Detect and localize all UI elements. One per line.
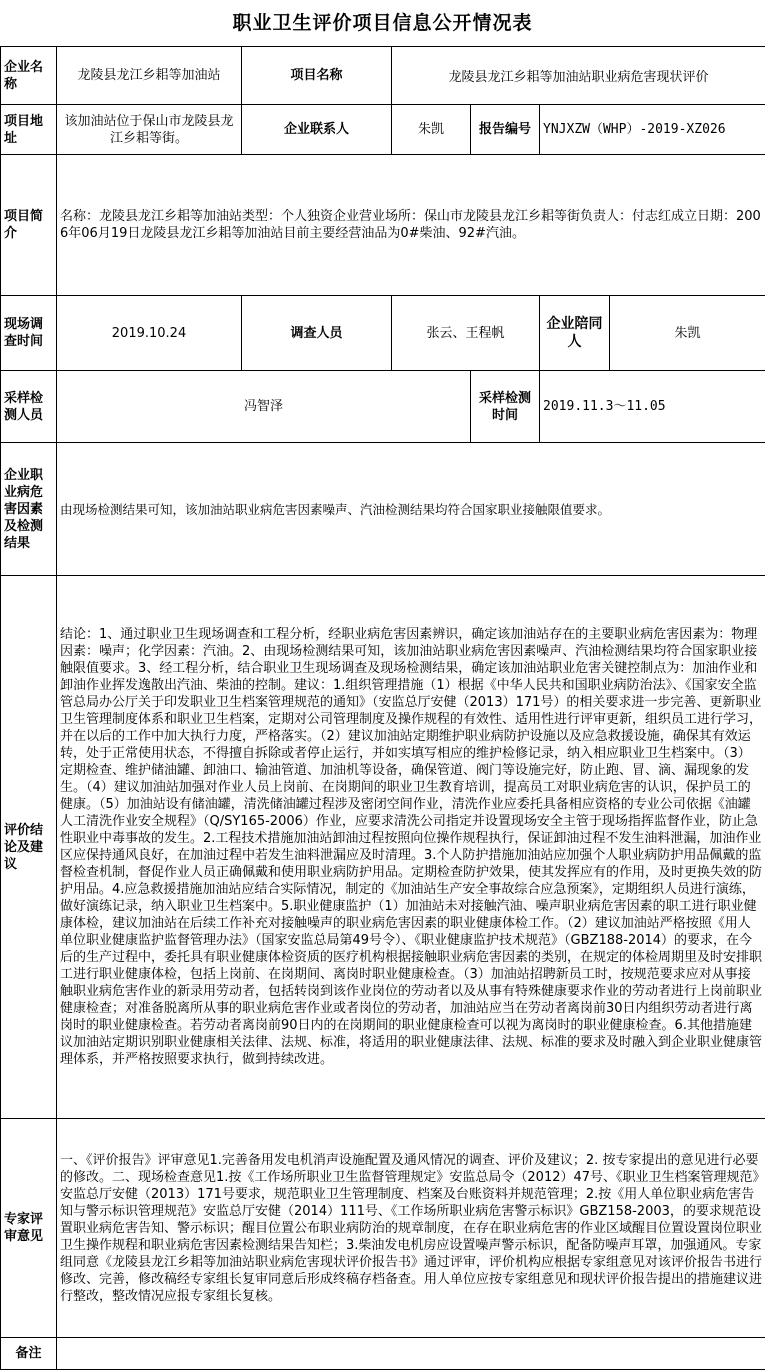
label-company-name: 企业名称 (1, 47, 57, 105)
page-title: 职业卫生评价项目信息公开情况表 (232, 12, 533, 34)
project-name-value: 龙陵县龙江乡耜等加油站职业病危害现状评价 (392, 47, 765, 105)
survey-staff-value: 张云、王程帆 (392, 296, 540, 371)
label-survey-time: 现场调查时间 (1, 296, 57, 371)
label-remarks: 备注 (1, 1338, 57, 1370)
label-hazard-results: 企业职业病危害因素及检测结果 (1, 443, 57, 576)
label-expert-opinion: 专家评审意见 (1, 1119, 57, 1338)
label-project-address: 项目地址 (1, 105, 57, 155)
hazard-results-value: 由现场检测结果可知，该加油站职业病危害因素噪声、汽油检测结果均符合国家职业接触限值要求。 (57, 443, 765, 576)
row-survey (1, 296, 765, 371)
row-company (1, 47, 765, 105)
label-company-escort: 企业陪同人 (540, 296, 610, 370)
row-sampling (1, 371, 765, 443)
company-escort-value: 朱凯 (674, 325, 701, 341)
row-hazard (1, 443, 765, 576)
remarks-value (57, 1338, 765, 1370)
project-address-value: 该加油站位于保山市龙陵县龙江乡耜等街。 (57, 105, 242, 155)
company-name-value: 龙陵县龙江乡耜等加油站 (57, 47, 242, 105)
label-contact: 企业联系人 (242, 105, 392, 155)
escort-cell (540, 296, 765, 371)
sampling-time-value: 2019.11.3～11.05 (540, 371, 765, 443)
label-conclusion: 评价结论及建议 (1, 576, 57, 1119)
project-intro-value: 名称：龙陵县龙江乡耜等加油站类型：个人独资企业营业场所：保山市龙陵县龙江乡耜等街负责人：付志红成立日期：2006年06月19日龙陵县龙江乡耜等加油站目前主要经营油品为0#柴油、92#汽油。 (57, 155, 765, 296)
label-sampling-staff: 采样检测人员 (1, 371, 57, 443)
survey-time-value: 2019.10.24 (57, 296, 242, 371)
sampling-staff-value: 冯智泽 (57, 371, 471, 443)
row-remarks (1, 1338, 765, 1370)
label-sampling-time: 采样检测时间 (471, 371, 540, 443)
row-conclusion (1, 576, 765, 1119)
label-project-intro: 项目简介 (1, 155, 57, 296)
expert-opinion-value: 一、《评价报告》评审意见1.完善备用发电机消声设施配置及通风情况的调查、评价及建议；2. 按专家提出的意见进行必要的修改。二、现场检查意见1.按《工作场所职业卫生监督管理规定》安监总局令（2012）47号、《职业卫生档案管理规范》安监总厅安健（2013）171号要求，规范职业卫生管理制度、档案及台账资料并规范管理；2.按《用人单位职业病危害告知与警示标识管理规范》安监总厅安健（2014）111号、《工作场所职业病危害警示标识》GBZ158-2003，的要求规范设置职业病危害告知、警示标识；醒目位置公布职业病防治的规章制度，在存在职业病危害的作业区域醒目位置设置岗位职业卫生操作规程和职业病危害因素检测结果告知栏；3.柴油发电机房应设置噪声警示标识，配备防噪声耳罩，加强通风。专家组同意《龙陵县龙江乡耜等加油站职业病危害现状评价报告书》通过评审，评价机构应根据专家组意见对该评价报告书进行修改、完善，修改稿经专家组长复审同意后形成终稿存档备查。用人单位应按专家组意见和现状评价报告提出的措施建议进行整改，整改情况应报专家组长复核。 (57, 1119, 765, 1338)
conclusion-value: 结论：1、通过职业卫生现场调查和工程分析，经职业病危害因素辨识，确定该加油站存在的主要职业病危害因素为：物理因素：噪声；化学因素：汽油。2、由现场检测结果可知，该加油站职业病危害因素噪声、汽油检测结果均符合国家职业接触限值要求。3、经工程分析，结合职业卫生现场调查及现场检测结果，确定该加油站职业危害关键控制点为：加油作业和卸油作业挥发逸散出汽油、柴油的控制。建议：1.组织管理措施（1）根据《中华人民共和国职业病防治法》、《国家安全监管总局办公厅关于印发职业卫生档案管理规范的通知》（安监总厅安健（2013）171号）的相关要求进一步完善、更新职业卫生管理制度体系和职业卫生档案，定期对公司管理制度及操作规程的有效性、适用性进行评审更新，组织员工进行学习，并在以后的工作中加大执行力度，严格落实。（2）建议加油站定期维护职业病防护设施以及应急救援设施，确保其有效运转，处于正常使用状态，不得擅自拆除或者停止运行，并如实填写相应的维护检修记录，纳入相应职业卫生档案中。（3）定期检查、维护储油罐、卸油口、输油管道、加油机等设备，确保管道、阀门等设施完好，防止跑、冒、滴、漏现象的发生。（4）建议加油站加强对作业人员上岗前、在岗期间的职业卫生教育培训，提高员工对职业病危害的认识，保护员工的健康。（5）加油站设有储油罐，清洗储油罐过程涉及密闭空间作业，清洗作业应委托具备相应资格的专业公司依据《油罐人工清洗作业安全规程》（Q/SY165-2006）作业，应要求清洗公司指定并设置现场安全主管于现场指挥监督作业，防止急性职业中毒事故的发生。2.工程技术措施加油站卸油过程按照向位操作规程执行，保证卸油过程不发生油料泄漏，加油作业区应保持通风良好，在加油过程中若发生油料泄漏应及时清理。3.个人防护措施加油站应加强个人职业病防护用品佩戴的监督检查机制，督促作业人员正确佩戴和使用职业病防护用品。定期检查防护效果，使其发挥应有的作用，及时更换失效的防护用品。4.应急救援措施加油站应结合实际情况，制定的《加油站生产安全事故综合应急预案》，定期组织人员进行演练，做好演练记录，纳入职业卫生档案中。5.职业健康监护（1）加油站未对接触汽油、噪声职业病危害因素的职工进行职业健康体检，建议加油站在后续工作补充对接触噪声的职业病危害因素的职业健康体检工作。（2）建议加油站严格按照《用人单位职业健康监护监督管理办法》（国家安监总局第49号令）、《职业健康监护技术规范》（GBZ188-2014）的要求，在今后的生产过程中，委托具有职业健康体检资质的医疗机构根据接触职业病危害因素的类别，在规定的体检周期里及时安排职工进行职业健康体检，包括上岗前、在岗期间、离岗时职业健康检查。（3）加油站招聘新员工时，按规范要求应对从事接触职业病危害作业的新录用劳动者，包括转岗到该作业岗位的劳动者以及从事有特殊健康要求作业的劳动者进行上岗前职业健康检查；对准备脱离所从事的职业病危害作业或者岗位的劳动者，加油站应当在劳动者离岗前30日内组织劳动者进行离岗时的职业健康检查。若劳动者离岗前90日内的在岗期间的职业健康检查可以视为离岗时的职业健康检查。6.其他措施建议加油站定期识别职业健康相关法律、法规、标准，将适用的职业健康法律、法规、标准的要求及时融入到企业职业健康管理体系，并严格按照要求执行，做到持续改进。 (57, 576, 765, 1119)
row-address (1, 105, 765, 155)
report-no-value: YNJXZW（WHP）-2019-XZ026 (540, 105, 765, 155)
row-intro (1, 155, 765, 296)
info-table (0, 46, 765, 1370)
label-report-no: 报告编号 (471, 105, 540, 155)
row-expert (1, 1119, 765, 1338)
label-survey-staff: 调查人员 (242, 296, 392, 371)
contact-value: 朱凯 (392, 105, 471, 155)
label-project-name: 项目名称 (242, 47, 392, 105)
